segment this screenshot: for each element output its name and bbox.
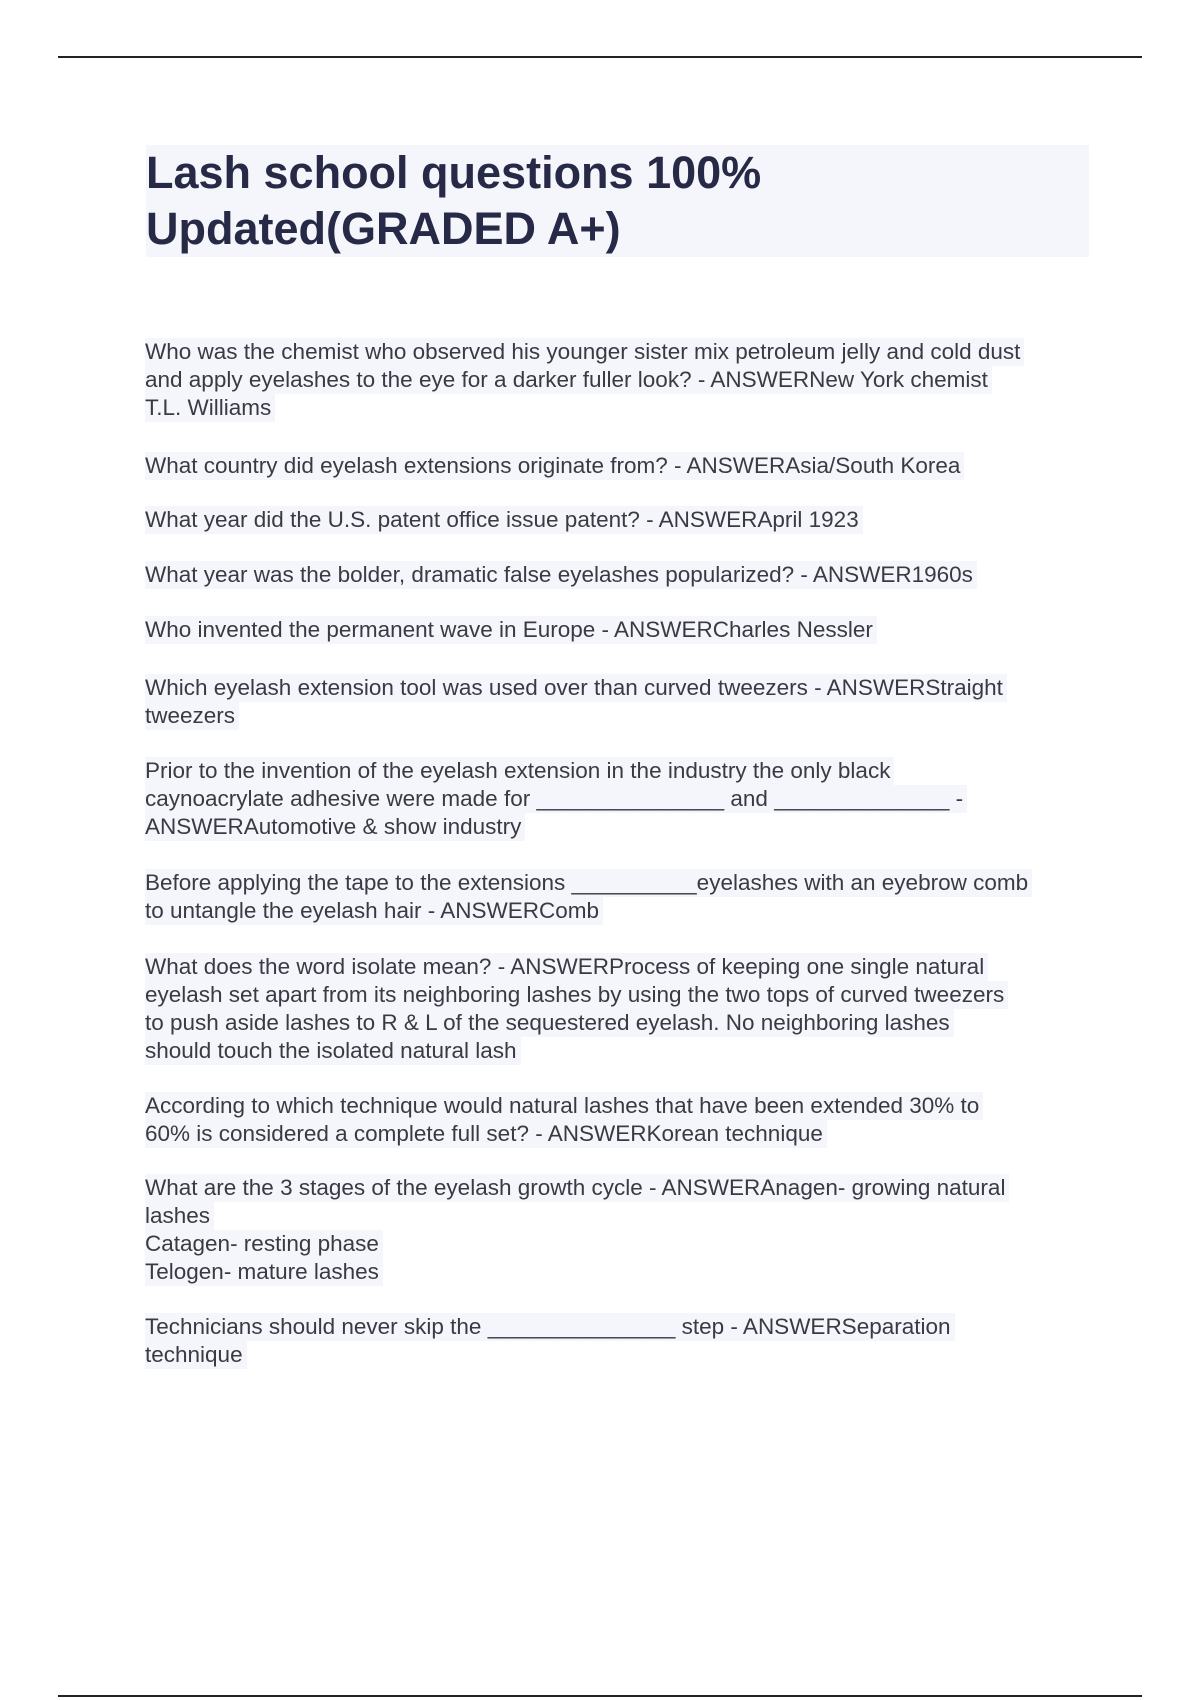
qa-item bbox=[145, 338, 1105, 422]
qa-line bbox=[145, 1230, 1105, 1258]
qa-item bbox=[145, 1092, 1105, 1148]
qa-line bbox=[145, 506, 1105, 534]
qa-line-text: lashes bbox=[145, 1202, 214, 1230]
qa-item bbox=[145, 452, 1105, 480]
qa-line bbox=[145, 674, 1105, 702]
qa-line-text: 60% is considered a complete full set? - ANSWERKorean technique bbox=[145, 1120, 827, 1148]
qa-line-text: Before applying the tape to the extensions __________eyelashes with an eyebrow comb bbox=[145, 869, 1032, 897]
qa-line bbox=[145, 1092, 1105, 1120]
qa-line-text: to push aside lashes to R & L of the sequestered eyelash. No neighboring lashes bbox=[145, 1009, 954, 1037]
qa-line bbox=[145, 338, 1105, 366]
qa-line bbox=[145, 953, 1105, 981]
qa-line bbox=[145, 1174, 1105, 1202]
qa-line bbox=[145, 1037, 1105, 1065]
qa-item bbox=[145, 869, 1105, 925]
qa-line bbox=[145, 1313, 1105, 1341]
qa-line-text: What year was the bolder, dramatic false eyelashes popularized? - ANSWER1960s bbox=[145, 561, 977, 589]
qa-item bbox=[145, 757, 1105, 841]
qa-line bbox=[145, 813, 1105, 841]
qa-line-text: technique bbox=[145, 1341, 247, 1369]
qa-line-text: What does the word isolate mean? - ANSWERProcess of keeping one single natural bbox=[145, 953, 988, 981]
qa-item bbox=[145, 1174, 1105, 1286]
qa-line bbox=[145, 1120, 1105, 1148]
qa-line bbox=[145, 1009, 1105, 1037]
qa-item bbox=[145, 506, 1105, 534]
qa-line bbox=[145, 1202, 1105, 1230]
qa-item bbox=[145, 953, 1105, 1065]
qa-line bbox=[145, 897, 1105, 925]
qa-line-text: What year did the U.S. patent office issue patent? - ANSWERApril 1923 bbox=[145, 506, 863, 534]
qa-item bbox=[145, 674, 1105, 730]
title-line-2: Updated(GRADED A+) bbox=[146, 203, 621, 254]
qa-line bbox=[145, 785, 1105, 813]
qa-item bbox=[145, 616, 1105, 644]
qa-item bbox=[145, 1313, 1105, 1369]
qa-line-text: caynoacrylate adhesive were made for _______________ and ______________ - bbox=[145, 785, 967, 813]
qa-line-text: Telogen- mature lashes bbox=[145, 1258, 383, 1286]
qa-line bbox=[145, 702, 1105, 730]
qa-line bbox=[145, 1258, 1105, 1286]
qa-line-text: Prior to the invention of the eyelash extension in the industry the only black bbox=[145, 757, 894, 785]
qa-line-text: What are the 3 stages of the eyelash growth cycle - ANSWERAnagen- growing natural bbox=[145, 1174, 1009, 1202]
qa-line-text: Catagen- resting phase bbox=[145, 1230, 383, 1258]
qa-line-text: According to which technique would natural lashes that have been extended 30% to bbox=[145, 1092, 983, 1120]
qa-line bbox=[145, 616, 1105, 644]
qa-line-text: Who was the chemist who observed his younger sister mix petroleum jelly and cold dust bbox=[145, 338, 1024, 366]
qa-line-text: Which eyelash extension tool was used over than curved tweezers - ANSWERStraight bbox=[145, 674, 1007, 702]
bottom-divider bbox=[58, 1695, 1142, 1697]
qa-line-text: should touch the isolated natural lash bbox=[145, 1037, 521, 1065]
qa-line bbox=[145, 561, 1105, 589]
qa-line bbox=[145, 452, 1105, 480]
qa-line-text: What country did eyelash extensions originate from? - ANSWERAsia/South Korea bbox=[145, 452, 964, 480]
qa-line-text: eyelash set apart from its neighboring lashes by using the two tops of curved tweezers bbox=[145, 981, 1008, 1009]
qa-line-text: T.L. Williams bbox=[145, 394, 275, 422]
qa-line-text: Technicians should never skip the _______________ step - ANSWERSeparation bbox=[145, 1313, 955, 1341]
qa-line bbox=[145, 757, 1105, 785]
qa-line bbox=[145, 981, 1105, 1009]
qa-line bbox=[145, 366, 1105, 394]
qa-line-text: to untangle the eyelash hair - ANSWERComb bbox=[145, 897, 603, 925]
title-line-1: Lash school questions 100% bbox=[146, 147, 762, 198]
qa-line-text: and apply eyelashes to the eye for a darker fuller look? - ANSWERNew York chemist bbox=[145, 366, 992, 394]
qa-line bbox=[145, 869, 1105, 897]
qa-line-text: tweezers bbox=[145, 702, 239, 730]
qa-line-text: Who invented the permanent wave in Europe - ANSWERCharles Nessler bbox=[145, 616, 877, 644]
qa-item bbox=[145, 561, 1105, 589]
qa-line bbox=[145, 394, 1105, 422]
qa-line-text: ANSWERAutomotive & show industry bbox=[145, 813, 525, 841]
qa-line bbox=[145, 1341, 1105, 1369]
